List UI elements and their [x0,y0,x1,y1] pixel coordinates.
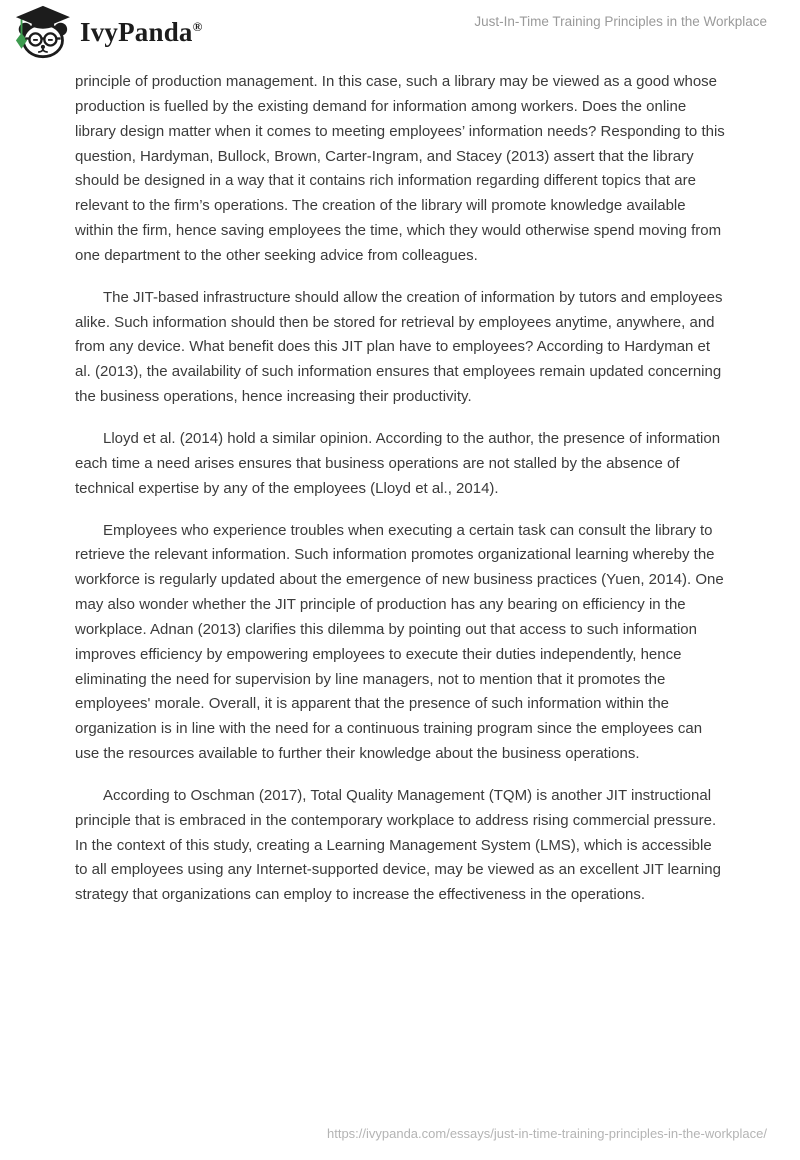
source-url: https://ivypanda.com/essays/just-in-time-training-principles-in-the-workplace/ [326,1126,767,1141]
paragraph: Employees who experience troubles when executing a certain task can consult the library to retrieve the relevant information. Such information promotes organizational learning whereby the workforce is regularly updated about the emergence of new business practices (Yuen, 2014). One may also wonder whether the JIT principle of production has any bearing on efficiency in the workplace. Adnan (2013) clarifies this dilemma by pointing out that access to such information improves efficiency by empowering employees to execute their duties independently, hence eliminating the need for supervision by line managers, not to mention that it promotes the employees' morale. Overall, it is apparent that the presence of such information within the organization is in line with the need for a continuous training program since the employees can use the resources available to further their knowledge about the business operations. [75,521,724,763]
logo-wordmark: IvyPanda® [80,16,203,47]
paragraph: principle of production management. In this case, such a library may be viewed as a good whose production is fuelled by the existing demand for information among workers. Does the online library design matter when it comes to meeting employees’ information needs? Responding to this question, Hardyman, Bullock, Brown, Carter-Ingram, and Stacey (2013) assert that the library should be designed in a way that it contains rich information regarding different topics that are relevant to the firm’s operations. The creation of the library will promote knowledge available within the firm, hence saving employees the time, which they would otherwise spend moving from one department to the other seeking advice from colleagues. [75,73,725,264]
page-header [0,0,800,70]
paragraph: Lloyd et al. (2014) hold a similar opinion. According to the author, the presence of information each time a need arises ensures that business operations are not stalled by the absence of technical expertise by any of the employees (Lloyd et al., 2014). [75,429,721,497]
paragraph: The JIT-based infrastructure should allow the creation of information by tutors and employees alike. Such information should then be stored for retrieval by employees anytime, anywhere, and from any device. What benefit does this JIT plan have to employees? According to Hardyman et al. (2013), the availability of such information ensures that employees remain updated concerning the business operations, hence increasing their productivity. [75,288,723,406]
essay-body [75,70,725,925]
page-footer [327,1126,767,1141]
ivypanda-logo [12,5,203,59]
document-title: Just-In-Time Training Principles in the Workplace [474,14,767,29]
paragraph: According to Oschman (2017), Total Quality Management (TQM) is another JIT instructional principle that is embraced in the contemporary workplace to address rising commercial pressure. In the context of this study, creating a Learning Management System (LMS), which is accessible to all employees using any Internet-supported device, may be viewed as an excellent JIT learning strategy that organizations can employ to increase the effectiveness in the operations. [75,786,721,904]
registered-trademark: ® [192,18,203,34]
panda-graduate-icon [12,5,72,59]
